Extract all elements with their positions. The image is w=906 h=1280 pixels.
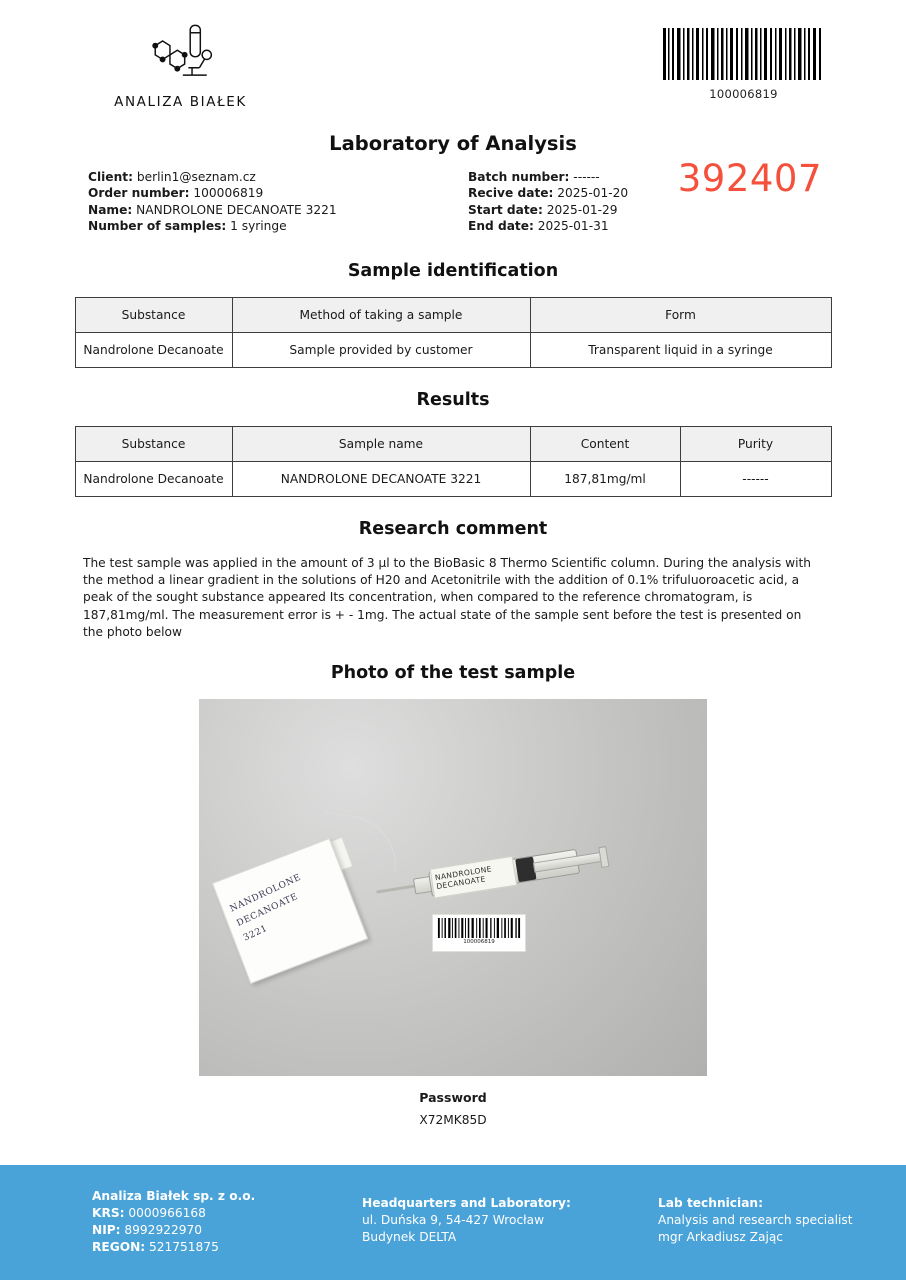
cell-substance: Nandrolone Decanoate [75,462,232,497]
table-header-row [75,298,831,333]
meta-column-left [88,169,337,235]
footer-company-name: Analiza Białek sp. z o.o. [92,1189,256,1203]
document-footer [0,1165,906,1280]
research-comment-text: The test sample was applied in the amount of 3 µl to the BioBasic 8 Thermo Scientific column. During the analysis with the method a linear gradient in the solutions of H20 and Acetonitrile with the addition of 0.1% trifuluoroacetic acid, a peak of the sought substance appeared Its concentration, when compared to the reference chromatogram, is 187,81mg/ml. The measurement error is + - 1mg. The actual state of the sample sent before the test is presented on the photo below [83,556,811,639]
column-header-form: Form [530,298,831,333]
meta-label: Name: [88,202,133,217]
footer-headquarters-line1: ul. Duńska 9, 54-427 Wrocław [362,1213,545,1227]
sample-identification-table [75,297,832,368]
cell-substance: Nandrolone Decanoate [75,333,232,368]
barcode-number: 100006819 [709,87,778,101]
meta-label: Start date: [468,202,543,217]
report-number: 392407 [677,157,822,200]
sample-photo [199,699,707,1076]
footer-nip-label: NIP: [92,1223,121,1237]
column-header-purity: Purity [680,427,831,462]
section-title-sample-identification: Sample identification [347,261,559,281]
photo-barcode-sticker [432,914,526,952]
footer-technician-block [658,1195,853,1246]
footer-regon-label: REGON: [92,1240,146,1254]
meta-label: End date: [468,219,534,234]
meta-row-batch-number [468,169,628,185]
section-title-photo: Photo of the test sample [330,663,576,684]
meta-value: berlin1@seznam.cz [136,170,256,184]
report-meta [0,157,906,239]
cell-sample-name: NANDROLONE DECANOATE 3221 [232,462,530,497]
page-title: Laboratory of Analysis [329,132,577,155]
footer-headquarters-block [362,1195,571,1246]
meta-row-end-date [468,218,628,234]
footer-krs [92,1205,255,1222]
footer-company-block [92,1188,255,1256]
footer-technician-line2: mgr Arkadiusz Zając [658,1230,783,1244]
cell-form: Transparent liquid in a syringe [530,333,831,368]
column-header-substance: Substance [75,298,232,333]
meta-row-order-number [88,185,337,201]
header-barcode [661,28,826,101]
barcode-icon [437,918,521,938]
meta-row-name [88,202,337,218]
meta-row-start-date [468,202,628,218]
syringe-plunger-end [598,846,609,868]
section-title-results: Results [416,390,490,410]
brand-name: ANALIZA BIAŁEK [114,94,247,110]
barcode-icon [661,28,826,80]
footer-regon-value: 521751875 [149,1240,219,1254]
footer-technician-title: Lab technician: [658,1196,763,1210]
table-header-row [75,427,831,462]
meta-value: 2025-01-20 [557,186,629,201]
footer-technician-line1: Analysis and research specialist [658,1213,853,1227]
syringe-label: NANDROLONE DECANOATE [430,856,518,899]
meta-label: Number of samples: [88,219,227,234]
brand-logo [108,18,253,110]
tag-text: NANDROLONE DECANOATE 3221 [228,872,303,944]
meta-label: Client: [88,170,133,184]
chemistry-flask-icon [135,18,227,88]
meta-label: Recive date: [468,186,554,201]
footer-krs-label: KRS: [92,1206,125,1220]
cell-method: Sample provided by customer [232,333,530,368]
column-header-method: Method of taking a sample [232,298,530,333]
meta-value: 100006819 [193,186,264,201]
document-header [0,0,906,120]
meta-row-number-of-samples [88,218,337,234]
meta-value: 1 syringe [230,219,287,234]
table-row [75,333,831,368]
footer-nip [92,1222,255,1239]
table-row [75,462,831,497]
photo-barcode-number: 100006819 [463,939,495,946]
password-value: X72MK85D [419,1113,487,1128]
column-header-sample-name: Sample name [232,427,530,462]
meta-label: Order number: [88,186,190,201]
meta-value: 2025-01-29 [546,202,618,217]
footer-headquarters-title: Headquarters and Laboratory: [362,1196,571,1210]
footer-regon [92,1239,255,1256]
section-title-research-comment: Research comment [358,519,548,539]
meta-value: 2025-01-31 [537,219,609,234]
footer-krs-value: 0000966168 [128,1206,206,1220]
meta-row-recive-date [468,185,628,201]
results-table [75,426,832,497]
meta-row-client [88,169,337,185]
meta-column-right [468,169,628,235]
meta-label: Batch number: [468,170,570,184]
password-label: Password [419,1090,487,1106]
column-header-substance: Substance [75,427,232,462]
meta-value: NANDROLONE DECANOATE 3221 [136,202,337,217]
footer-nip-value: 8992922970 [124,1223,202,1237]
cell-purity: ------ [680,462,831,497]
footer-headquarters-line2: Budynek DELTA [362,1230,457,1244]
meta-value: ------ [573,170,600,184]
column-header-content: Content [530,427,680,462]
cell-content: 187,81mg/ml [530,462,680,497]
